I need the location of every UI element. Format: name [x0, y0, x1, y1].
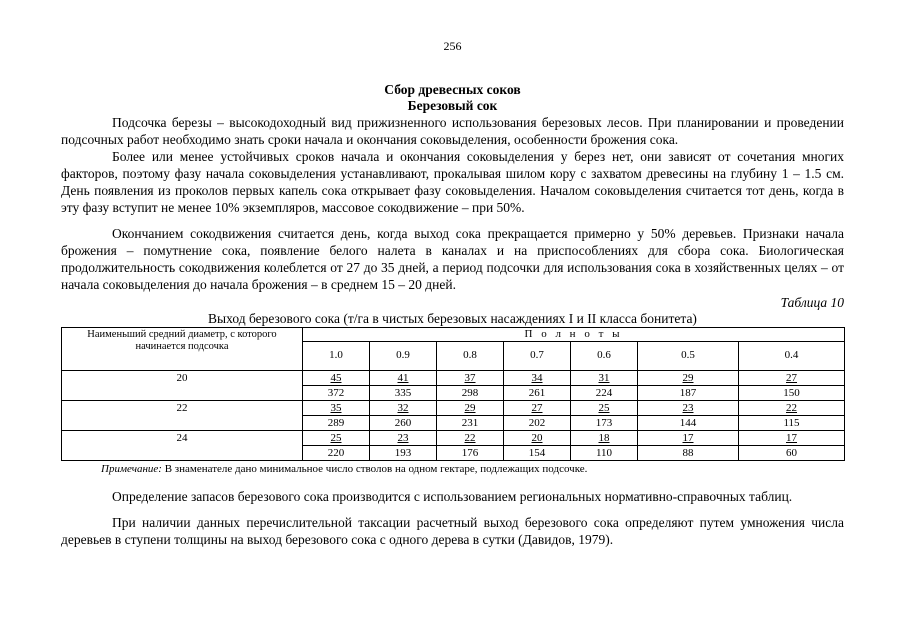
diameter-cell: 24 — [62, 430, 303, 460]
denominator-cell: 298 — [437, 385, 504, 400]
denominator-cell: 335 — [370, 385, 437, 400]
denominator-cell: 110 — [571, 445, 638, 460]
denominator-cell: 173 — [571, 415, 638, 430]
denominator-cell: 220 — [303, 445, 370, 460]
numerator-cell: 32 — [370, 400, 437, 415]
density-header: 0.4 — [739, 341, 845, 370]
denominator-cell: 150 — [739, 385, 845, 400]
density-header: 0.7 — [504, 341, 571, 370]
diameter-cell: 20 — [62, 370, 303, 400]
document-body — [61, 82, 844, 548]
denominator-cell: 176 — [437, 445, 504, 460]
page-number: 256 — [443, 39, 462, 53]
diameter-cell: 22 — [62, 400, 303, 430]
diameter-column-header: Наименьший средний диаметр, с которого начинается подсочка — [62, 328, 303, 371]
table-row — [62, 400, 845, 415]
denominator-cell: 154 — [504, 445, 571, 460]
numerator-cell: 17 — [638, 430, 739, 445]
denominator-cell: 260 — [370, 415, 437, 430]
density-group-header: П о л н о т ы — [303, 328, 845, 342]
numerator-cell: 17 — [739, 430, 845, 445]
sap-yield-table — [61, 327, 845, 461]
table-label: Таблица 10 — [780, 295, 844, 310]
density-header: 0.8 — [437, 341, 504, 370]
section-subheading: Березовый сок — [407, 98, 498, 113]
denominator-cell: 261 — [504, 385, 571, 400]
table-note — [61, 462, 844, 477]
numerator-cell: 22 — [437, 430, 504, 445]
numerator-cell: 27 — [739, 370, 845, 385]
density-header: 0.5 — [638, 341, 739, 370]
numerator-cell: 29 — [437, 400, 504, 415]
denominator-cell: 224 — [571, 385, 638, 400]
paragraph-3: Окончанием сокодвижения считается день, когда выход сока прекращается примерно у 50% деревьев. Признаки начала брожения – помутнение сока, появление белого налета в каналах и на приспособлениях для сбора сока. Биологическая продолжительность сокодвижения колеблется от 27 до 35 дней, а период подсочки для использования сока в хозяйственных целях – от начала соковыделения до начала брожения – в среднем 15 – 20 дней. — [61, 226, 844, 292]
numerator-cell: 22 — [739, 400, 845, 415]
paragraph-4: Определение запасов березового сока производится с использованием региональных нормативно-справочных таблиц. — [112, 488, 793, 504]
numerator-cell: 23 — [370, 430, 437, 445]
numerator-cell: 45 — [303, 370, 370, 385]
denominator-cell: 193 — [370, 445, 437, 460]
numerator-cell: 41 — [370, 370, 437, 385]
denominator-cell: 60 — [739, 445, 845, 460]
paragraph-5: При наличии данных перечислительной таксации расчетный выход березового сока определяют путем умножения числа деревьев в ступени толщины на выход березового сока с одного дерева в сутки (Давидов, 1979). — [61, 514, 844, 547]
numerator-cell: 34 — [504, 370, 571, 385]
denominator-cell: 187 — [638, 385, 739, 400]
paragraph-2: Более или менее устойчивых сроков начала и окончания соковыделения у берез нет, они зависят от сочетания многих факторов, поэтому фазу начала соковыделения устанавливают, прокалывая шилом кору с захватом древесины на глубину 1 – 1.5 см. День появления из проколов первых капель сока открывает фазу соковыделения. Началом соковыделения считается тот день, когда в эту фазу вступит не менее 10% экземпляров, массовое сокодвижение – при 50%. — [61, 149, 844, 215]
numerator-cell: 37 — [437, 370, 504, 385]
denominator-cell: 372 — [303, 385, 370, 400]
table-row — [62, 430, 845, 445]
denominator-cell: 231 — [437, 415, 504, 430]
note-text: В знаменателе дано минимальное число стволов на одном гектаре, подлежащих подсочке. — [164, 462, 588, 475]
section-heading: Сбор древесных соков — [384, 82, 521, 97]
numerator-cell: 27 — [504, 400, 571, 415]
table-caption: Выход березового сока (т/га в чистых березовых насаждениях I и II класса бонитета) — [208, 311, 697, 326]
denominator-cell: 202 — [504, 415, 571, 430]
numerator-cell: 25 — [303, 430, 370, 445]
denominator-cell: 115 — [739, 415, 845, 430]
numerator-cell: 18 — [571, 430, 638, 445]
density-header: 0.9 — [370, 341, 437, 370]
numerator-cell: 29 — [638, 370, 739, 385]
numerator-cell: 20 — [504, 430, 571, 445]
numerator-cell: 23 — [638, 400, 739, 415]
numerator-cell: 35 — [303, 400, 370, 415]
density-header: 1.0 — [303, 341, 370, 370]
denominator-cell: 88 — [638, 445, 739, 460]
numerator-cell: 25 — [571, 400, 638, 415]
paragraph-1: Подсочка березы – высокодоходный вид прижизненного использования березовых лесов. При планировании и проведении подсочных работ необходимо знать сроки начала и окончания соковыделения, особенности брожения сока. — [61, 115, 844, 147]
density-header: 0.6 — [571, 341, 638, 370]
denominator-cell: 289 — [303, 415, 370, 430]
note-label: Примечание: — [101, 462, 162, 475]
numerator-cell: 31 — [571, 370, 638, 385]
table-row — [62, 370, 845, 385]
denominator-cell: 144 — [638, 415, 739, 430]
